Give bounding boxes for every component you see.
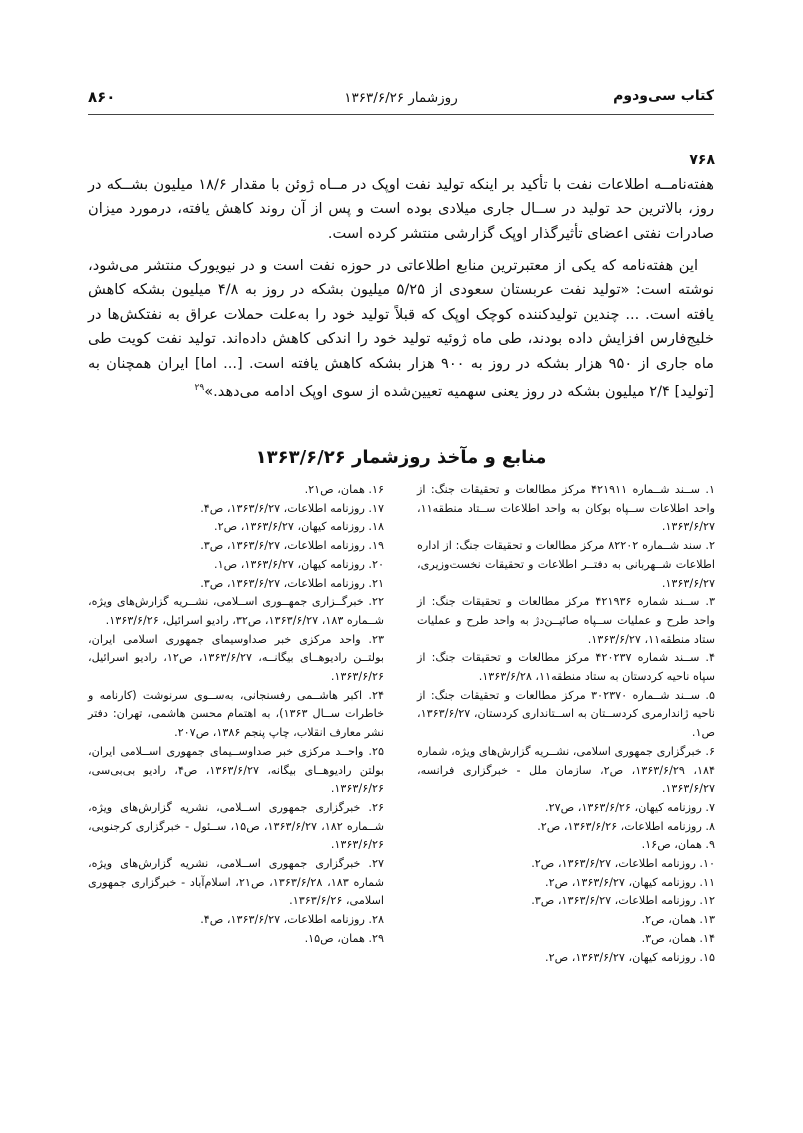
- entry-number: ۷۶۸: [689, 152, 715, 168]
- notes-column-right: [417, 481, 715, 967]
- footnote: ۱۲. روزنامه اطلاعات، ۱۳۶۳/۶/۲۷، ص۳.: [531, 894, 715, 908]
- footnote: ۲۶. خبرگزاری جمهوری اســلامی، نشریه گزارش‌های ویژه، شــماره ۱۸۲، ۱۳۶۳/۶/۲۷، ص۱۵، ســئول - خبرگزاری کرجنوبی، ۱۳۶۳/۶/۲۶.: [88, 800, 384, 852]
- footnote: ۲۹. همان، ص۱۵.: [304, 931, 384, 945]
- footnote: ۲. سند شــماره ۸۲۲۰۲ مرکز مطالعات و تحقیقات جنگ: از اداره اطلاعات شــهربانی به دفتــر اطلاعات و تحقیقات نخست‌وزیری، ۱۳۶۳/۶/۲۷.: [417, 539, 715, 590]
- footnote: ۱۳. همان، ص۲.: [641, 913, 715, 927]
- footnote: ۲۱. روزنامه اطلاعات، ۱۳۶۳/۶/۲۷، ص۳.: [200, 576, 384, 590]
- footnote: ۲۴. اکبر هاشــمی رفسنجانی، به‌ســوی سرنوشت (کارنامه و خاطرات ســال ۱۳۶۳)، به اهتمام محسن هاشمی، تهران: دفتر نشر معارف انقلاب، چاپ پنجم ۱۳۸۶، ص۲۰۷.: [88, 688, 384, 740]
- paragraph-body: این هفته‌نامه که یکی از معتبرترین منابع اطلاعاتی در حوزه نفت است و در نیویورک منتشر می‌شود، نوشته است: «تولید نفت عربستان سعودی از ۵/۲۵ میلیون بشکه در روز به ۴/۸ میلیون بشکه کاهش یافته است. ... چندین تولیدکننده کوچک اوپک که قبلاً تولید خود را به‌علت حملات عراق به نفتکش‌ها در خلیج‌فارس افزایش داده بودند، طی ماه ژوئیه تولید خود را اندکی کاهش داده‌اند. تولید نفت کویت طی ماه جاری از ۹۵۰ هزار بشکه در روز به ۹۰۰ هزار بشکه کاهش یافته است. [... اما] ایران همچنان به [تولید] ۲/۴ میلیون بشکه در روز یعنی سهمیه تعیین‌شده از سوی اوپک ادامه می‌دهد.»: [88, 257, 714, 400]
- footnote: ۸. روزنامه اطلاعات، ۱۳۶۳/۶/۲۶، ص۲.: [537, 819, 715, 833]
- book-title: کتاب سی‌ودوم: [613, 88, 714, 104]
- page-number: ۸۶۰: [88, 88, 116, 106]
- footnote: ۴. ســند شماره ۴۲۰۲۳۷ مرکز مطالعات و تحقیقات جنگ: از سپاه ناحیه کردستان به ستاد منطقه۱۱، ۱۳۶۳/۶/۲۸.: [417, 651, 715, 684]
- entry-paragraph-2: [88, 254, 714, 404]
- footnote: ۱۷. روزنامه اطلاعات، ۱۳۶۳/۶/۲۷، ص۴.: [200, 501, 384, 515]
- footnote: ۱۶. همان، ص۲۱.: [304, 483, 384, 496]
- entry-paragraph-1: [88, 173, 714, 246]
- footnote: ۲۷. خبرگزاری جمهوری اســلامی، نشریه گزارش‌های ویژه، شماره ۱۸۳، ۱۳۶۳/۶/۲۸، ص۲۱، اسلام‌آباد - خبرگزاری جمهوری اسلامی، ۱۳۶۳/۶/۲۶.: [88, 857, 384, 908]
- footnote: ۷. روزنامه کیهان، ۱۳۶۳/۶/۲۶، ص۲۷.: [545, 800, 715, 814]
- footnote: ۱۹. روزنامه اطلاعات، ۱۳۶۳/۶/۲۷، ص۳.: [200, 539, 384, 553]
- paragraph-text: [88, 254, 714, 404]
- footnote: ۳. ســند شماره ۴۲۱۹۳۶ مرکز مطالعات و تحقیقات جنگ: از واحد طرح و عملیات ســپاه صائیــن‌دژ به واحد طرح و عملیات ستاد منطقه۱۱، ۱۳۶۳/۶/۲۷.: [417, 595, 715, 646]
- header-rule: [88, 114, 714, 115]
- footnote: ۹. همان، ص۱۶.: [641, 838, 715, 852]
- footnote: ۲۰. روزنامه کیهان، ۱۳۶۳/۶/۲۷، ص۱.: [214, 557, 384, 571]
- footnote: ۲۳. واحد مرکزی خبر صداوسیمای جمهوری اسلامی ایران، بولتــن رادیوهــای بیگانــه، ۱۳۶۳/۶/۲۷، ص۱۲، رادیو اسرائیل، ۱۳۶۳/۶/۲۶.: [88, 632, 384, 684]
- paragraph-text: هفته‌نامــه اطلاعات نفت با تأکید بر اینکه تولید نفت اوپک در مــاه ژوئن با مقدار ۱۸/۶ میلیون بشــکه در روز، بالاترین حد تولید در ســال جاری میلادی بوده است و پس از آن روند کاهش یافته، درمورد میزان صادرات نفتی اعضای تأثیرگذار اوپک گزارشی منتشر کرده است.: [88, 176, 714, 242]
- footnote: ۶. خبرگزاری جمهوری اسلامی، نشــریه گزارش‌های ویژه، شماره ۱۸۴، ۱۳۶۳/۶/۲۹، ص۲، سازمان ملل - خبرگزاری فرانسه، ۱۳۶۳/۶/۲۷.: [417, 744, 715, 796]
- footnote: ۱۱. روزنامه کیهان، ۱۳۶۳/۶/۲۷، ص۲.: [545, 875, 715, 889]
- footnote-ref: ۲۹: [194, 383, 205, 394]
- footnote: ۱۵. روزنامه کیهان، ۱۳۶۳/۶/۲۷، ص۲.: [545, 950, 715, 964]
- sources-title: منابع و مآخذ روزشمار ۱۳۶۳/۶/۲۶: [255, 447, 547, 468]
- footnote: ۲۸. روزنامه اطلاعات، ۱۳۶۳/۶/۲۷، ص۴.: [200, 913, 384, 927]
- notes-column-left: [88, 481, 384, 949]
- footnote: ۱۸. روزنامه کیهان، ۱۳۶۳/۶/۲۷، ص۲.: [214, 520, 384, 534]
- footnote: ۲۵. واحــد مرکزی خبر صداوســیمای جمهوری اســلامی ایران، بولتن رادیوهــای بیگانه، ۱۳۶۳/۶/۲۷، ص۴، رادیو بی‌بی‌سی، ۱۳۶۳/۶/۲۶.: [88, 744, 385, 796]
- footnote: ۵. ســند شــماره ۳۰۲۳۷۰ مرکز مطالعات و تحقیقات جنگ: از ناحیه ژاندارمری کردســتان به اســتانداری کردستان، ۱۳۶۳/۶/۲۷، ص۱.: [417, 688, 715, 740]
- footnote: ۱. ســند شــماره ۴۲۱۹۱۱ مرکز مطالعات و تحقیقات جنگ: از واحد اطلاعات ســپاه بوکان به واحد اطلاعات ســتاد منطقه۱۱، ۱۳۶۳/۶/۲۷.: [417, 483, 715, 534]
- footnote: ۱۰. روزنامه اطلاعات، ۱۳۶۳/۶/۲۷، ص۲.: [531, 857, 715, 871]
- header-date: روزشمار ۱۳۶۳/۶/۲۶: [344, 90, 458, 106]
- running-header: [88, 86, 714, 120]
- footnote: ۲۲. خبرگــزاری جمهــوری اســلامی، نشــریه گزارش‌های ویژه، شــماره ۱۸۳، ۱۳۶۳/۶/۲۷، ص۳۲، رادیو اسرائیل، ۱۳۶۳/۶/۲۶.: [88, 595, 384, 627]
- footnote: ۱۴. همان، ص۳.: [641, 931, 715, 945]
